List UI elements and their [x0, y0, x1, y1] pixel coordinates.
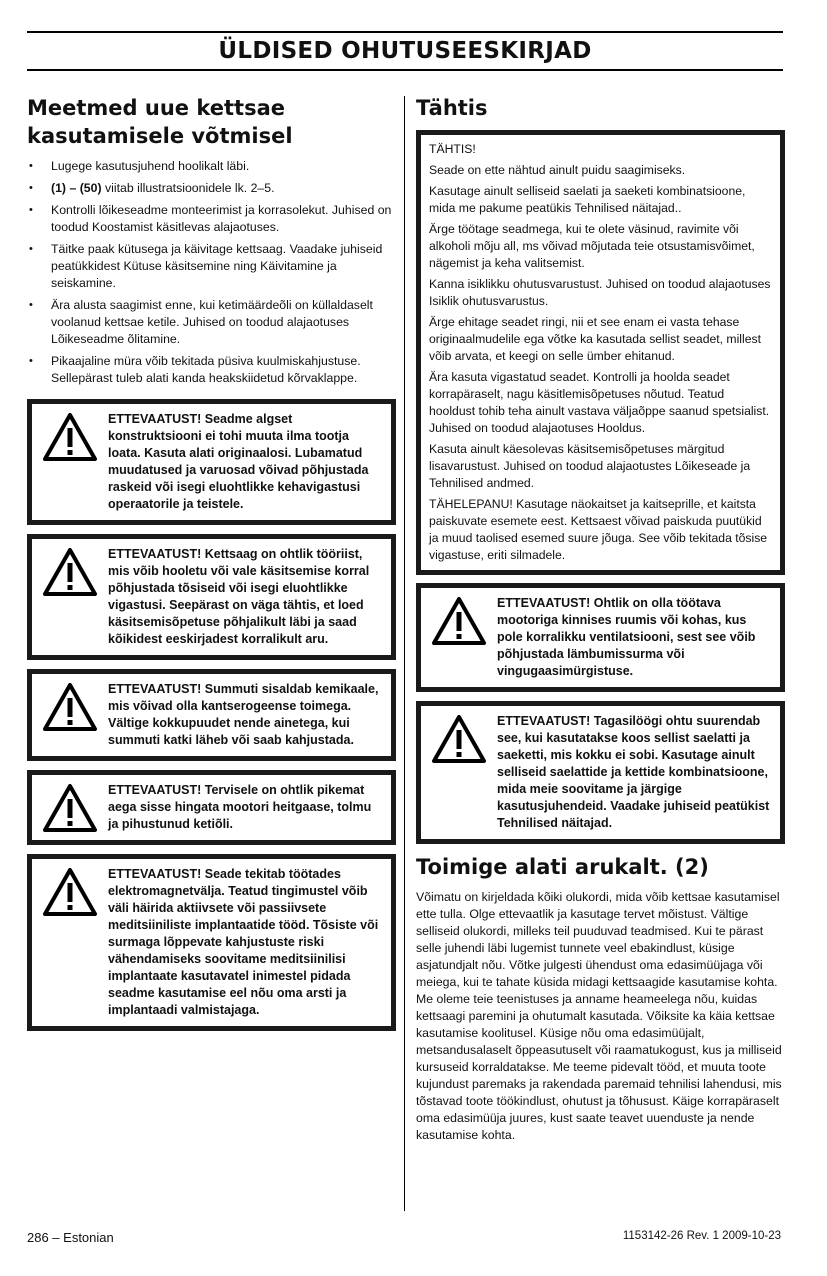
title-rule-top	[27, 31, 783, 33]
important-line: TÄHELEPANU! Kasutage näokaitset ja kaitseprille, et kaitsta paiskuvate esemete eest. Kettsaest võivad paiskuda puutükid ja muud taolised esemed suure jõuga. See võib tekitada tõsise vigastuse, eriti silmadele.	[429, 497, 768, 562]
warning-triangle-icon	[431, 596, 487, 646]
important-line: Ärge töötage seadmega, kui te olete väsinud, ravimite või alkoholi mõju all, ms võivad mõjutada teie otsustamisvõimet, nägemist ja keha valitsemist.	[429, 222, 755, 270]
warning-text: ETTEVAATUST! Seadme algset konstruktsiooni ei tohi muuta ilma tootja loata. Kasuta alati originaalosi. Lubamatud muudatused ja varuosad võivad põhjustada raskeid või isegi eluohtlikke kehavigastusi operaatorile ja teistele.	[108, 412, 369, 511]
important-line: Kasutage ainult selliseid saelati ja saeketi kombinatsioone, mida me pakume peatükis Tehnilised näitajad..	[429, 184, 746, 215]
important-line: Ära kasuta vigastatud seadet. Kontrolli ja hoolda seadet korrapäraselt, nagu käsitlemisõpetuses nõutud. Teatud hooldust tohib teha ainult vastava väljaõppe saanud spetsialist. Juhised on toodud alajaotuses Hooldus.	[429, 370, 770, 435]
warning-triangle-icon	[42, 682, 98, 732]
warning-text: ETTEVAATUST! Tervisele on ohtlik pikemat aega sisse hingata mootori heitgaase, tolmu ja pihustunud ketiõli.	[108, 783, 372, 831]
list-item: • Ära alusta saagimist enne, kui ketimäärdeõli on küllaldaselt voolanud kettsae ketile. Juhised on toodud alajaotuses Lõikeseadme õlitamine.	[27, 297, 396, 348]
important-box	[416, 130, 785, 575]
warning-text: ETTEVAATUST! Kettsaag on ohtlik tööriist, mis võib hooletu või vale käsitsemise korral põhjustada tõsiseid või isegi eluohtlikke vigastusi. Seepärast on väga tähtis, et loed käsitsemisõpetuse põhjalikult läbi ja saad kõikidest eeskirjadest korralikult aru.	[108, 547, 370, 646]
list-item: • Täitke paak kütusega ja käivitage kettsaag. Vaadake juhiseid peatükkidest Kütuse käsitsemine ning Käivitamine ja seiskamine.	[27, 241, 396, 292]
warning-triangle-icon	[42, 783, 98, 833]
warning-triangle-icon	[42, 867, 98, 917]
list-item: • (1) – (50) viitab illustratsioonidele lk. 2–5.	[27, 180, 396, 197]
warning-box	[416, 583, 785, 692]
warning-box	[27, 669, 396, 761]
list-item: • Kontrolli lõikeseadme monteerimist ja korrasolekut. Juhised on toodud Koostamist käsitlevas alajaotuses.	[27, 202, 396, 236]
warning-box	[416, 701, 785, 844]
warning-triangle-icon	[431, 714, 487, 764]
list-item: • Lugege kasutusjuhend hoolikalt läbi.	[27, 158, 396, 175]
important-line: Seade on ette nähtud ainult puidu saagimiseks.	[429, 163, 686, 177]
warning-triangle-icon	[42, 547, 98, 597]
warning-box	[27, 854, 396, 1031]
left-column	[27, 94, 396, 1040]
section-heading-important: Tähtis	[416, 96, 488, 120]
warning-box	[27, 534, 396, 660]
important-line: Kanna isiklikku ohutusvarustust. Juhised on toodud alajaotuses Isiklik ohutusvarustus.	[429, 277, 771, 308]
bullet-list	[27, 158, 396, 387]
important-line: Ärge ehitage seadet ringi, nii et see enam ei vasta tehase originaalmudelile ega võtke ka kasutada sellist seadet, millest võib arvata, et keegi on selle ümber ehitanud.	[429, 315, 761, 363]
title-rule-bottom	[27, 69, 783, 71]
section-heading-new-saw: Meetmed uue kettsae kasutamisele võtmisel	[27, 96, 293, 148]
document-reference: 1153142-26 Rev. 1 2009-10-23	[622, 1230, 781, 1242]
warning-triangle-icon	[42, 412, 98, 462]
warning-text: ETTEVAATUST! Tagasilöögi ohtu suurendab see, kui kasutatakse koos sellist saelatti ja saeketti, mis kokku ei sobi. Kasutage ainult selliseid saelattide ja kettide kombinatsioone, mida meie soovitame ja järgige kasutusjuhendeid. Vaadake juhiseid peatükist Tehnilised näitajad.	[497, 714, 770, 830]
important-line: Kasuta ainult käesolevas käsitsemisõpetuses märgitud lisavarustust. Juhised on toodud alajaotustes Lõikeseade ja Tehnilised andmed.	[429, 442, 751, 490]
list-item: • Pikaajaline müra võib tekitada püsiva kuulmiskahjustuse. Sellepärast tuleb alati kanda heakskiidetud kõrvaklappe.	[27, 353, 396, 387]
body-paragraph: Võimatu on kirjeldada kõiki olukordi, mida võib kettsae kasutamisel ette tulla. Olge ettevaatlik ja kasutage tervet mõistust. Vältige selliseid olukordi, milleks teil puuduvad teadmised. Kui te pärast selle juhendi läbi lugemist tunnete veel ebakindlust, küsige asjatundjalt nõu. Võtke julgesti ühendust oma edasimüüjaga või meiega, kui te tahate küsida midagi kettsaagide kasutamise kohta. Me oleme teie teenistuses ja anname heameelega nõu, kuidas kettsaagi paremini ja ohutumalt kasutada. Võiksite ka käia kettsae kasutamise koolitusel. Küsige nõu oma edasimüüjalt, metsandusalaselt õppeasutuselt või raamatukogust, kus ja milliseid kursuseid korraldatakse. Me teeme pidevalt tööd, et muuta toote kujundust paremaks ja rakendada paremaid tehnilisi lahendusi, mis tõstavad toote töökindlust, ohutust ja tõhusust. Käige korrapäraselt oma edasimüüja juures, kust saate teavet uuenduste ja nende kasutamise kohta.	[416, 890, 782, 1142]
right-column	[416, 94, 785, 1144]
warning-box	[27, 770, 396, 845]
warning-text: ETTEVAATUST! Summuti sisaldab kemikaale, mis võivad olla kantserogeense toimega. Vältige kokkupuudet nende ainetega, kui summuti katki läheb või saab kahjustada.	[108, 682, 379, 747]
page-title: ÜLDISED OHUTUSEESKIRJAD	[218, 38, 592, 64]
section-heading-act-sensibly: Toimige alati arukalt. (2)	[416, 855, 709, 879]
warning-box	[27, 399, 396, 525]
warning-text: ETTEVAATUST! Seade tekitab töötades elektromagnetvälja. Teatud tingimustel võib väli häirida aktiivsete või passiivsete meditsiiniliste implantaatide tööd. Tõsiste või surmaga lõppevate kahjustuste riski vähendamiseks soovitame meditsiinilisi implantaate kasutavatel inimestel pidada seadme kasutamise eel nõu oma arsti ja implantaadi valmistajaga.	[108, 867, 379, 1017]
important-line: TÄHTIS!	[429, 142, 476, 156]
column-divider	[404, 96, 405, 1211]
page-number: 286 – Estonian	[27, 1230, 114, 1245]
warning-text: ETTEVAATUST! Ohtlik on olla töötava mootoriga kinnises ruumis või kohas, kus pole korralikku ventilatsiooni, sest see võib põhjustada lämbumissurma või vingugaasimürgistuse.	[497, 596, 756, 678]
